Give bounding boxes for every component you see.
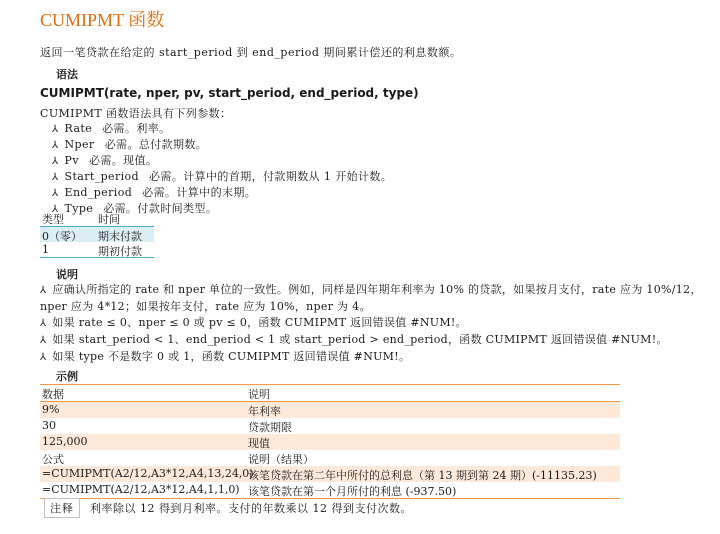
param-desc: 必需。利率。: [102, 122, 171, 135]
triangle-bullet-icon: ⅄: [52, 172, 59, 183]
table-cell: 说明（结果）: [248, 453, 314, 466]
table-cell: 9%: [42, 403, 60, 416]
note-text: 应确认所指定的 rate 和 nper 单位的一致性。例如，同样是四年期年利率为 10% 的贷款，如果按月支付，rate 应为 10%/12，nper 应为 4*12；如果按年支付，rate 应为 10%，nper 为 4。: [40, 283, 702, 313]
table-row: [40, 227, 154, 242]
table-cell: 贷款期限: [248, 421, 292, 434]
table-cell: 125,000: [42, 435, 88, 448]
function-signature: CUMIPMT(rate, nper, pv, start_period, end_period, type): [40, 86, 419, 100]
triangle-bullet-icon: ⅄: [52, 156, 59, 167]
table-row: [40, 450, 620, 466]
notes-list: [40, 282, 716, 366]
table-cell: 1: [42, 243, 49, 256]
syntax-heading: 语法: [56, 68, 78, 81]
param-item: [52, 168, 392, 184]
param-name: Nper: [64, 138, 95, 151]
triangle-bullet-icon: ⅄: [52, 124, 59, 135]
note-text: 如果 type 不是数字 0 或 1，函数 CUMIPMT 返回错误值 #NUM!。: [52, 350, 411, 363]
table-row: [40, 418, 620, 434]
param-desc: 必需。现值。: [88, 154, 158, 167]
table-cell: 0（零）: [42, 230, 82, 243]
note-item: [40, 349, 716, 366]
example-heading: 示例: [56, 370, 78, 383]
param-item: [52, 184, 392, 200]
table-cell: 期初付款: [98, 245, 142, 258]
note-item: [40, 282, 716, 315]
table-cell: 该笔贷款在第二年中所付的总利息（第 13 期到第 24 期）(-11135.23): [248, 469, 597, 482]
table-row: [40, 402, 620, 418]
triangle-bullet-icon: ⅄: [52, 188, 59, 199]
note-item: [40, 315, 716, 332]
table-row: [40, 482, 620, 499]
param-desc: 必需。付款时间类型。: [103, 202, 218, 215]
triangle-bullet-icon: ⅄: [40, 285, 47, 296]
param-item: [52, 136, 392, 152]
example-table: [40, 384, 620, 499]
params-intro: CUMIPMT 函数语法具有下列参数：: [40, 107, 232, 120]
type-table-header: [40, 210, 154, 227]
table-cell: 公式: [42, 453, 64, 466]
triangle-bullet-icon: ⅄: [52, 204, 59, 215]
table-cell: =CUMIPMT(A2/12,A3*12,A4,1,1,0): [42, 483, 240, 496]
param-desc: 必需。计算中的首期，付款期数从 1 开始计数。: [149, 170, 393, 183]
table-cell: 该笔贷款在第一个月所付的利息 (-937.50): [248, 485, 457, 498]
table-cell: 年利率: [248, 405, 281, 418]
triangle-bullet-icon: ⅄: [40, 318, 47, 329]
note-text: 如果 rate ≤ 0、nper ≤ 0 或 pv ≤ 0，函数 CUMIPMT 返回错误值 #NUM!。: [52, 316, 467, 329]
param-desc: 必需。计算中的末期。: [142, 186, 257, 199]
triangle-bullet-icon: ⅄: [40, 352, 47, 363]
table-cell: 30: [42, 419, 56, 432]
note-item: [40, 332, 716, 349]
table-cell: =CUMIPMT(A2/12,A3*12,A4,13,24,0): [42, 467, 254, 480]
table-cell: 现值: [248, 437, 270, 450]
triangle-bullet-icon: ⅄: [52, 140, 59, 151]
note-label: 注释: [44, 498, 80, 518]
note-text: 利率除以 12 得到月利率。支付的年数乘以 12 得到支付次数。: [90, 502, 412, 515]
param-list: [52, 120, 392, 216]
example-table-header: [40, 384, 620, 402]
note-text: 如果 start_period < 1、end_period < 1 或 start_period > end_period，函数 CUMIPMT 返回错误值 #NUM!。: [52, 333, 668, 346]
param-name: Pv: [64, 154, 79, 167]
notes-heading: 说明: [56, 268, 78, 281]
type-header-cell: 时间: [98, 213, 120, 226]
param-name: End_period: [64, 186, 133, 199]
table-row: [40, 466, 620, 482]
param-name: Type: [64, 202, 94, 215]
param-name: Rate: [64, 122, 93, 135]
param-item: [52, 120, 392, 136]
type-header-cell: 类型: [42, 213, 64, 226]
param-desc: 必需。总付款期数。: [104, 138, 208, 151]
triangle-bullet-icon: ⅄: [40, 335, 47, 346]
type-table: [40, 210, 154, 258]
page-title: CUMIPMT 函数: [40, 10, 165, 30]
example-header-cell: 说明: [248, 388, 270, 401]
table-cell: 期末付款: [98, 230, 142, 243]
param-name: Start_period: [64, 170, 140, 183]
intro-text: 返回一笔贷款在给定的 start_period 到 end_period 期间累计偿还的利息数额。: [40, 46, 462, 59]
example-header-cell: 数据: [42, 388, 64, 401]
param-item: [52, 152, 392, 168]
table-row: [40, 434, 620, 450]
table-row: [40, 242, 154, 258]
